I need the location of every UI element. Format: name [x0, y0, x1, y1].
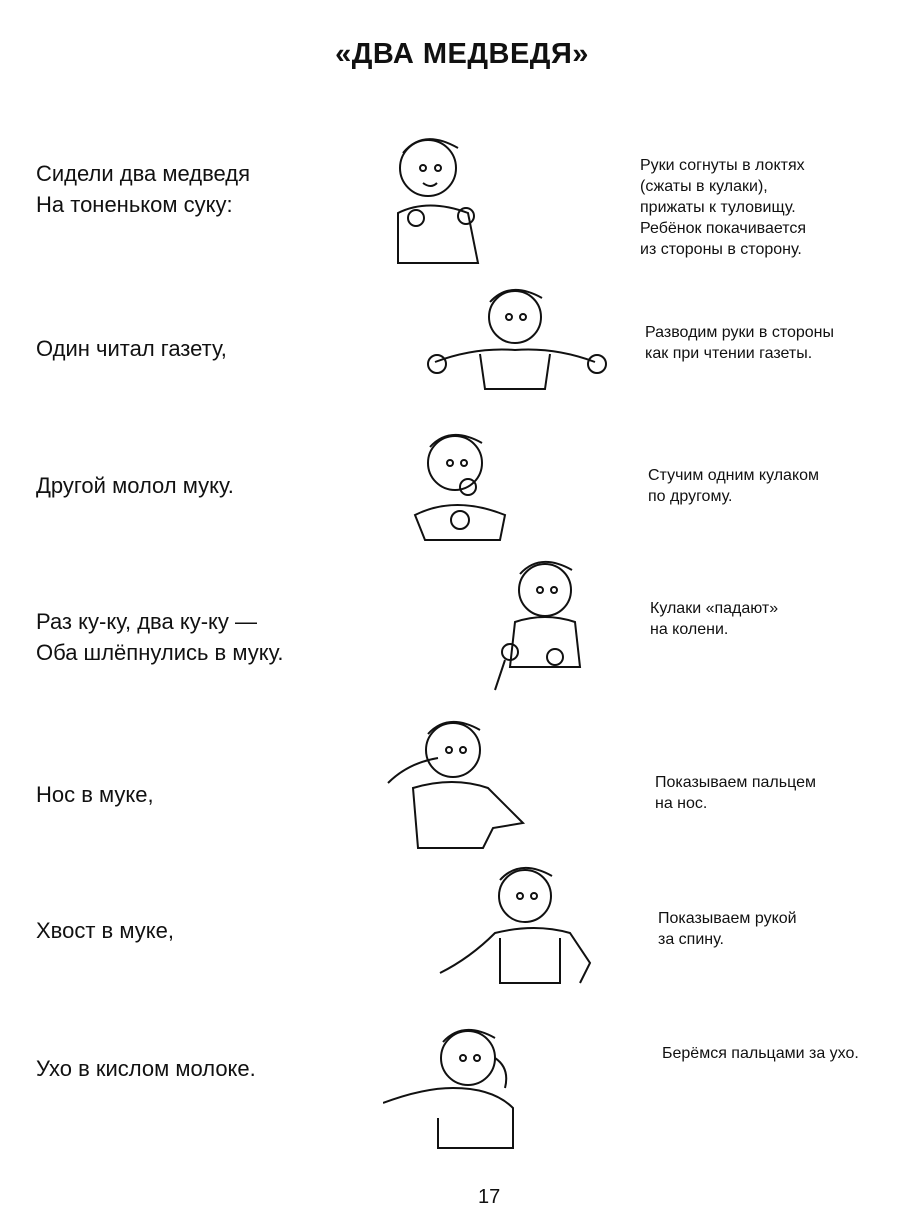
verse-line: Хвост в муке,: [36, 918, 174, 943]
action-7: [662, 1043, 859, 1064]
page-title: «ДВА МЕДВЕДЯ»: [335, 38, 589, 70]
action-line: Стучим одним кулаком: [648, 467, 820, 484]
action-5: [655, 772, 816, 814]
verse-line: Раз ку-ку, два ку-ку —: [36, 609, 258, 634]
verse-6: [36, 915, 174, 946]
action-6: [658, 908, 797, 950]
action-line: Показываем рукой: [658, 910, 797, 927]
verse-line: Ухо в кислом молоке.: [36, 1056, 256, 1081]
action-line: из стороны в сторону.: [640, 241, 802, 258]
boy-fists-at-chest-illustration: [378, 128, 508, 278]
action-line: за спину.: [658, 931, 724, 948]
action-3: [648, 465, 819, 507]
verse-4: [36, 606, 284, 668]
boy-knocking-fists-illustration: [400, 425, 520, 550]
action-2: [645, 322, 834, 364]
action-line: (сжаты в кулаки),: [640, 178, 768, 195]
action-line: Показываем пальцем: [655, 774, 816, 791]
action-line: на нос.: [655, 795, 708, 812]
action-line: Руки согнуты в локтях: [640, 157, 805, 174]
action-line: Кулаки «падают»: [650, 600, 779, 617]
verse-line: Другой молол муку.: [36, 473, 234, 498]
verse-3: [36, 470, 234, 501]
verse-line: На тоненьком суку:: [36, 192, 233, 217]
action-line: как при чтении газеты.: [645, 345, 813, 362]
action-line: на колени.: [650, 621, 729, 638]
boy-arms-spread-illustration: [425, 282, 615, 397]
action-line: по другому.: [648, 488, 733, 505]
verse-7: [36, 1053, 256, 1084]
verse-2: [36, 333, 227, 364]
action-4: [650, 598, 778, 640]
verse-line: Один читал газету,: [36, 336, 227, 361]
verse-5: [36, 779, 154, 810]
boy-hand-behind-back-illustration: [435, 858, 615, 993]
boy-holding-ear-illustration: [383, 1018, 533, 1163]
boy-pointing-nose-illustration: [383, 708, 528, 858]
boy-fists-on-knees-illustration: [490, 552, 600, 697]
verse-line: Сидели два медведя: [36, 161, 251, 186]
action-line: Берёмся пальцами за ухо.: [662, 1045, 859, 1062]
action-line: Разводим руки в стороны: [645, 324, 835, 341]
action-line: прижаты к туловищу.: [640, 199, 796, 216]
action-1: [640, 155, 806, 260]
verse-1: [36, 158, 250, 220]
action-line: Ребёнок покачивается: [640, 220, 807, 237]
verse-line: Нос в муке,: [36, 782, 154, 807]
page-number: 17: [478, 1186, 501, 1208]
verse-line: Оба шлёпнулись в муку.: [36, 640, 284, 665]
